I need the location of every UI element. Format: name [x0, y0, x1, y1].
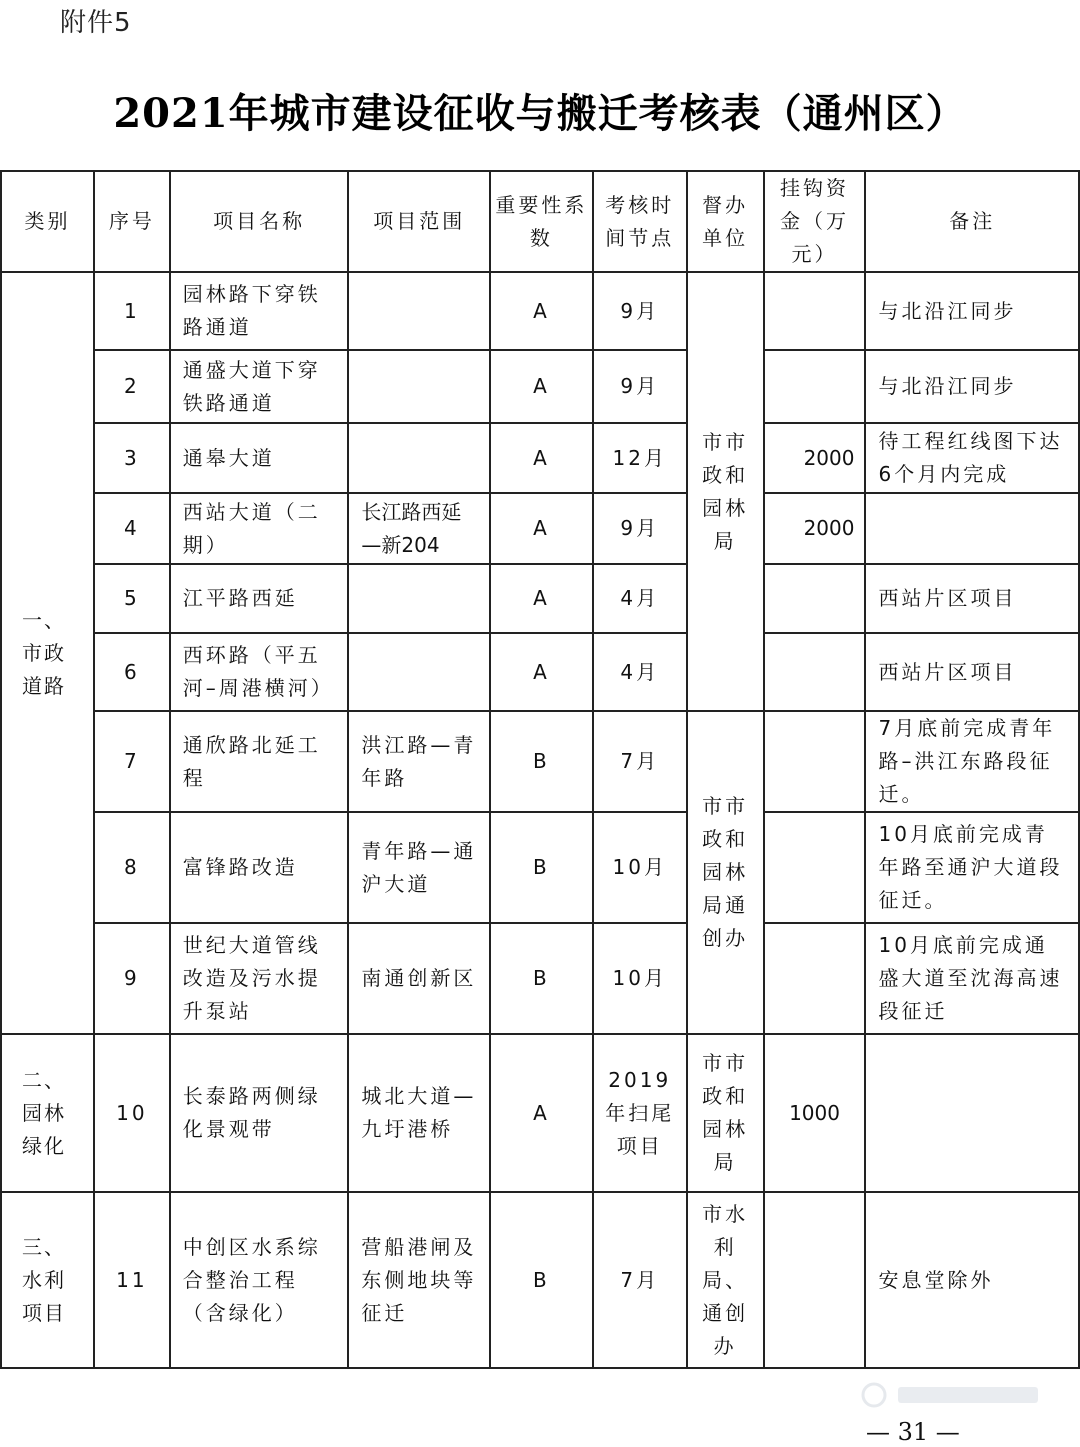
row-scope [348, 350, 490, 423]
category-greening: 二、园林绿化 [1, 1034, 94, 1192]
row-importance: A [490, 1034, 593, 1192]
table-row [1, 923, 1079, 1034]
row-funds [764, 711, 866, 812]
row-deadline: 9月 [593, 493, 687, 564]
row-funds: 2000 [764, 493, 866, 564]
row-index: 3 [94, 423, 170, 493]
header-row [1, 171, 1079, 272]
row-funds [764, 350, 866, 423]
row-deadline: 9月 [593, 350, 687, 423]
row-deadline: 10月 [593, 812, 687, 923]
row-notes: 安息堂除外 [865, 1192, 1079, 1368]
row-notes: 与北沿江同步 [865, 350, 1079, 423]
supervisor-cell: 市市政和园林局 [687, 1034, 764, 1192]
row-funds [764, 272, 866, 350]
row-importance: B [490, 1192, 593, 1368]
row-deadline: 7月 [593, 711, 687, 812]
row-importance: A [490, 493, 593, 564]
row-scope: 城北大道—九圩港桥 [348, 1034, 490, 1192]
row-scope [348, 423, 490, 493]
row-funds [764, 564, 866, 633]
supervisor-cell: 市市政和园林局 [687, 272, 764, 711]
page-number: — 31 — [866, 1418, 960, 1446]
row-name: 西环路（平五河–周港横河） [170, 633, 349, 711]
table-row [1, 493, 1079, 564]
header-deadline: 考核时间节点 [593, 171, 687, 272]
header-importance: 重要性系数 [490, 171, 593, 272]
row-name: 西站大道（二期） [170, 493, 349, 564]
row-scope: 南通创新区 [348, 923, 490, 1034]
supervisor-cell: 市水利局、通创办 [687, 1192, 764, 1368]
row-deadline: 7月 [593, 1192, 687, 1368]
row-index: 4 [94, 493, 170, 564]
row-importance: B [490, 923, 593, 1034]
table-row [1, 350, 1079, 423]
row-index: 7 [94, 711, 170, 812]
header-supervisor: 督办单位 [687, 171, 764, 272]
row-name: 江平路西延 [170, 564, 349, 633]
document-title: 2021年城市建设征收与搬迁考核表（通州区） [113, 90, 967, 137]
table-row [1, 564, 1079, 633]
row-notes: 西站片区项目 [865, 564, 1079, 633]
row-importance: B [490, 711, 593, 812]
row-importance: A [490, 423, 593, 493]
table-row [1, 1192, 1079, 1368]
row-funds [764, 1192, 866, 1368]
row-funds [764, 923, 866, 1034]
row-index: 8 [94, 812, 170, 923]
table-row [1, 1034, 1079, 1192]
row-index: 10 [94, 1034, 170, 1192]
header-funds: 挂钩资金（万元） [764, 171, 866, 272]
table-row [1, 423, 1079, 493]
row-name: 园林路下穿铁路通道 [170, 272, 349, 350]
row-notes: 西站片区项目 [865, 633, 1079, 711]
table-row [1, 633, 1079, 711]
row-scope [348, 272, 490, 350]
row-index: 6 [94, 633, 170, 711]
row-deadline: 4月 [593, 633, 687, 711]
category-water: 三、水利项目 [1, 1192, 94, 1368]
row-notes: 10月底前完成通盛大道至沈海高速段征迁 [865, 923, 1079, 1034]
row-index: 11 [94, 1192, 170, 1368]
row-name: 长泰路两侧绿化景观带 [170, 1034, 349, 1192]
row-deadline: 9月 [593, 272, 687, 350]
assessment-table [0, 170, 1080, 1369]
row-deadline: 10月 [593, 923, 687, 1034]
row-importance: A [490, 272, 593, 350]
attachment-label: 附件5 [60, 8, 132, 38]
row-importance: A [490, 350, 593, 423]
row-notes: 待工程红线图下达6个月内完成 [865, 423, 1079, 493]
row-name: 世纪大道管线改造及污水提升泵站 [170, 923, 349, 1034]
row-notes: 7月底前完成青年路–洪江东路段征迁。 [865, 711, 1079, 812]
row-scope: 长江路西延—新204 [348, 493, 490, 564]
header-name: 项目名称 [170, 171, 349, 272]
row-name: 富锋路改造 [170, 812, 349, 923]
row-name: 通皋大道 [170, 423, 349, 493]
row-notes: 与北沿江同步 [865, 272, 1079, 350]
row-index: 2 [94, 350, 170, 423]
row-notes [865, 1034, 1079, 1192]
row-funds: 1000 [764, 1034, 866, 1192]
row-index: 9 [94, 923, 170, 1034]
row-name: 通盛大道下穿铁路通道 [170, 350, 349, 423]
row-index: 1 [94, 272, 170, 350]
watermark-logo [858, 1378, 1048, 1412]
row-deadline: 4月 [593, 564, 687, 633]
row-scope: 青年路—通沪大道 [348, 812, 490, 923]
row-index: 5 [94, 564, 170, 633]
row-importance: A [490, 564, 593, 633]
category-roads: 一、市政道路 [1, 272, 94, 1034]
row-deadline: 2019年扫尾项目 [593, 1034, 687, 1192]
header-scope: 项目范围 [348, 171, 490, 272]
row-funds [764, 633, 866, 711]
row-deadline: 12月 [593, 423, 687, 493]
row-scope: 洪江路—青年路 [348, 711, 490, 812]
row-scope [348, 633, 490, 711]
row-scope [348, 564, 490, 633]
table-row [1, 272, 1079, 350]
row-importance: A [490, 633, 593, 711]
row-name: 通欣路北延工程 [170, 711, 349, 812]
row-funds [764, 812, 866, 923]
row-name: 中创区水系综合整治工程（含绿化） [170, 1192, 349, 1368]
row-notes [865, 493, 1079, 564]
row-scope: 营船港闸及东侧地块等征迁 [348, 1192, 490, 1368]
header-notes: 备注 [865, 171, 1079, 272]
table-row [1, 711, 1079, 812]
row-funds: 2000 [764, 423, 866, 493]
header-category: 类别 [1, 171, 94, 272]
table-row [1, 812, 1079, 923]
row-importance: B [490, 812, 593, 923]
row-notes: 10月底前完成青年路至通沪大道段征迁。 [865, 812, 1079, 923]
supervisor-cell: 市市政和园林局通创办 [687, 711, 764, 1034]
header-index: 序号 [94, 171, 170, 272]
